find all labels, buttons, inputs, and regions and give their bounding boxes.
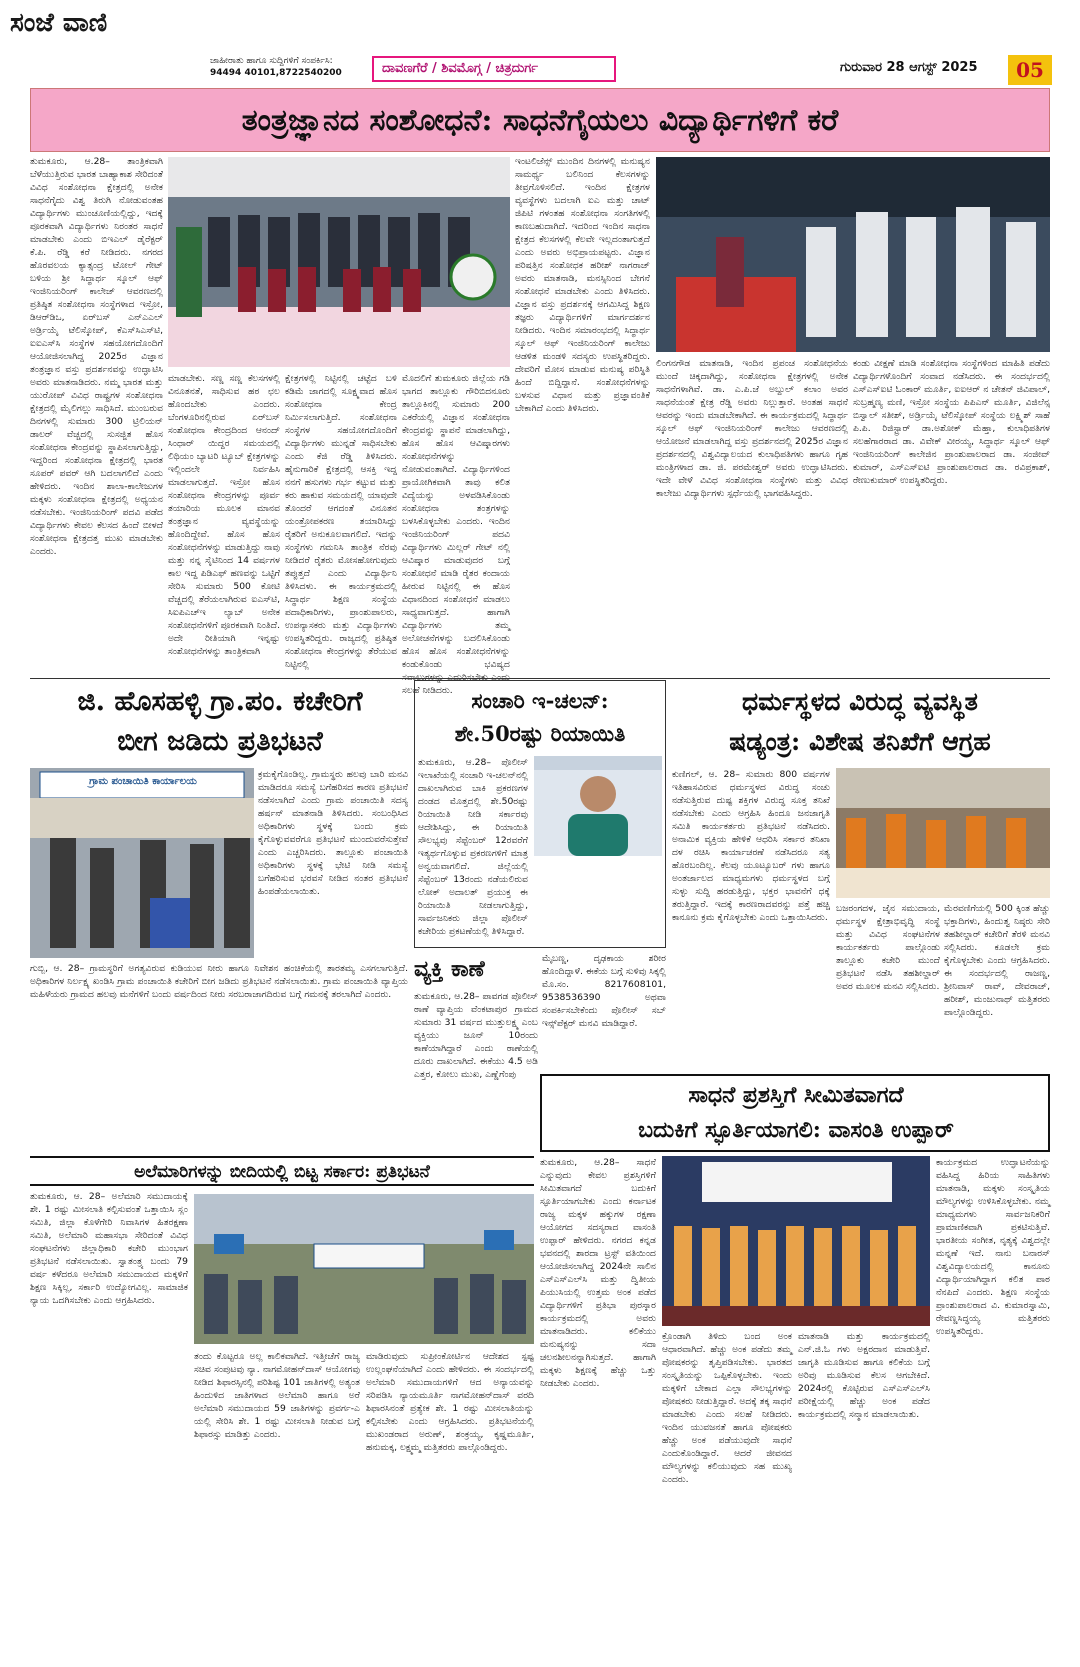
masthead-contact bbox=[210, 55, 370, 79]
issue-date: ಗುರುವಾರ 28 ಆಗಸ್ಟ್ 2025 bbox=[840, 60, 978, 75]
lead-column-3: ಕ್ಷೇತ್ರಗಳಲ್ಲಿ ನಿಟ್ಟಿನಲ್ಲಿ ಚಟ್ಟೆದ ಬಳಿ ಕಡಿಮೆ ಜಾಗದಲ್ಲಿ ಸೂಕ್ಷ್ಮವಾದ ಹೊಸ ಸಂಶೋಧನಾ ಕೇಂದ್ರ ನಿರ್ಮಿಸಲಾಗುತ್ತಿದೆ. ಸಂಶೋಧನಾ ಸಂಸ್ಥೆಗಳ ಸಹಯೋಗದೊಂದಿಗೆ ವಿದ್ಯಾರ್ಥಿಗಳು ಮುನ್ನಡೆ ಸಾಧಿಸಬೇಕು ಎಂದು ಕೆಜಿ ರೆಡ್ಡಿ ತಿಳಿಸಿದರು. ಹೈನುಗಾರಿಕೆ ಕ್ಷೇತ್ರದಲ್ಲಿ ಆಸಕ್ತಿ ಇದ್ದ ನನಗೆ ಹಸುಗಳು ಗರ್ಭ ಕಟ್ಟುವ ಮತ್ತು ಕರು ಹಾಕುವ ಸಮಯದಲ್ಲಿ ಯಾವುದೇ ತೊಂದರೆ ಆಗದಂತೆ ವಿನೂತನ ಯಂತ್ರೋಪಕರಣ ತಯಾರಿಸಿದ್ದು ರೈತರಿಗೆ ಅನುಕೂಲವಾಗಲಿದೆ. ಇದನ್ನು ಸಂಸ್ಥೆಗಳು ಗಮನಿಸಿ ತಾಂತ್ರಿಕ ನೆರವು ನೀಡಿದರೆ ರೈತರು ಮೋಸಹೋಗುವುದು ತಪ್ಪುತ್ತದೆ ಎಂದು ವಿದ್ಯಾರ್ಥಿನಿ ತಿಳಿಸಿದಳು. ಈ ಕಾರ್ಯಕ್ರಮದಲ್ಲಿ ಸಿದ್ಧಾರ್ಥ ಶಿಕ್ಷಣ ಸಂಸ್ಥೆಯ ಪದಾಧಿಕಾರಿಗಳು, ಪ್ರಾಂಶುಪಾಲರು, ಉಪನ್ಯಾಸಕರು ಮತ್ತು ವಿದ್ಯಾರ್ಥಿಗಳು ಉಪಸ್ಥಿತರಿದ್ದರು. ರಾಜ್ಯದಲ್ಲಿ ಪ್ರತಿಷ್ಠಿತ ಸಂಶೋಧನಾ ಕೇಂದ್ರಗಳನ್ನು ತೆರೆಯುವ ನಿಟ್ಟಿನಲ್ಲಿ bbox=[285, 373, 397, 670]
newspaper-logo: ಸಂಜೆ ವಾಣಿ bbox=[10, 8, 108, 38]
award-ceremony-illustration bbox=[662, 1156, 930, 1326]
page-number: 05 bbox=[1008, 55, 1052, 85]
alemari-column-3: ಮಾಡಿರುವುದು ಸುಪ್ರೀಂಕೋರ್ಟಿನ ಆದೇಶದ ಸ್ಪಷ್ಟ ಉಲ್ಲಂಘನೆಯಾಗಿದೆ ಎಂದು ಹೇಳಿದರು. ಈ ಸಂದರ್ಭದಲ್ಲಿ ಅಲೆಮಾರಿ ಸಮುದಾಯಗಳಿಗೆ ಆದ ಅನ್ಯಾಯವನ್ನು ಸರಿಪಡಿಸಿ ನ್ಯಾಯಮೂರ್ತಿ ನಾಗಮೋಹನ್‌ದಾಸ್ ವರದಿ ಶಿಫಾರಸಿನಂತೆ ಪ್ರತ್ಯೇಕ ಶೇ. 1 ರಷ್ಟು ಮೀಸಲಾತಿಯನ್ನು ಕಲ್ಪಿಸಬೇಕು ಎಂದು ಆಗ್ರಹಿಸಿದರು. ಪ್ರತಿಭಟನೆಯಲ್ಲಿ ಮುಖಂಡರಾದ ಅರುಣ್, ಶಂಕ್ರಯ್ಯ, ಕೃಷ್ಣಮೂರ್ತಿ, ಹನುಮಕ್ಕ, ಲಕ್ಷ್ಮಮ್ಮ ಮತ್ತಿತರರು ಪಾಲ್ಗೊಂಡಿದ್ದರು. bbox=[366, 1351, 534, 1453]
alemari-headline: ಅಲೆಮಾರಿಗಳನ್ನು ಬೀದಿಯಲ್ಲಿ ಬಿಟ್ಟ ಸರ್ಕಾರ: ಪ್ರತಿಭಟನೆ bbox=[134, 1162, 430, 1182]
lead-column-7: ಕಂಡು ವೀಕ್ಷಣೆ ಮಾಡಿ ಸಂಶೋಧನಾ ಸಂಸ್ಥೆಗಳಿಂದ ಮಾಹಿತಿ ಪಡೆದು ವಿದ್ಯಾರ್ಥಿಗಳೊಂದಿಗೆ ಸಂವಾದ ನಡೆಸಿದರು. ಈ ಸಂದರ್ಭದಲ್ಲಿ ಎಸ್ಎಸ್‌ಐಟಿ ಓಂಕಾರ್ ಮೂರ್ತಿ, ಐಐಆರ್ ನ ಚೇತನ್ ಜಿವಿಪಾಲ್, ಸುಬ್ರಹ್ಮಣ್ಯ ಮಣಿ, ಇಸ್ರೋ ಸಂಸ್ಥೆಯ ಪಿಪಿಎನ್ ಮೂರ್ತಿ, ವಿಜಿಲೆನ್ಸ ಬಿಸ್ವಾಲ್ ಸತೀಶ್, ಅರ್ಡ್ರಿಯೈ ಟೆಲಿಸ್ಕೋಪ್ ಸಂಸ್ಥೆಯ ಲಕ್ಷ್ಮಿಶ್ ಸಾಹೆ ಪಿ.ಪಿ. ರಿಜಿಸ್ಟ್ರಾರ್ ಡಾ.ಅಶೋಕ್ ಮೆಹ್ತಾ, ಕುಲಾಧಿಪತಿಗಳ ಸಲಹೆಗಾರರಾದ ಡಾ. ವಿವೇಕ್ ವೀರಯ್ಯ, ಸಿದ್ಧಾರ್ಥ ಸ್ಕೂಲ್ ಆಫ್ ಇಂಜಿನಿಯರಿಂಗ್ ಕಾಲೇಜಿನ ಪ್ರಾಂಶುಪಾಲರಾದ ಡಾ. ಸಂಜೀವ್ ಕುಮಾರ್, ಎಸ್‌ಎಸ್‌ಐಟಿ ಪ್ರಾಂಶುಪಾಲರಾದ ಡಾ. ರವಿಪ್ರಕಾಶ್, ರೇಣುಕುಮಾರ್ ಉಪಸ್ಥಿತರಿದ್ದರು. bbox=[853, 358, 1050, 486]
vasanthi-column-3: ಮಾತನಾಡಿ ಮತ್ತು ಕಾರ್ಯಕ್ರಮದಲ್ಲಿ ಎನ್.ಜಿ.ಓ ಗಳು ಅಕ್ಷರದಾನ ಮಾಡುತ್ತಿವೆ. ಜಾಗೃತಿ ಮೂಡಿಸುವ ಹಾಗೂ ಕಲಿಕೆಯ ಬಗ್ಗೆ ಅರಿವು ಮೂಡಿಸುವ ಕೆಲಸ ಆಗಬೇಕಿದೆ. 2024ರಲ್ಲಿ ಕೊಟ್ಟಿರುವ ಎಸ್‌ಎಸ್‌ಎಲ್‌ಸಿ ಪರೀಕ್ಷೆಯಲ್ಲಿ ಹೆಚ್ಚು ಅಂಕ ಪಡೆದ ಕಾರ್ಯಕ್ರಮದಲ್ಲಿ ಸನ್ಮಾನ ಮಾಡಲಾಯಿತು. bbox=[798, 1331, 930, 1420]
officer-portrait-illustration bbox=[534, 756, 662, 856]
echallan-body: ತುಮಕೂರು, ಆ.28– ಪೊಲೀಸ್ ಇಲಾಖೆಯಲ್ಲಿ ಸಂಚಾರಿ ಇ-ಚಲನ್‌ನಲ್ಲಿ ದಾಖಲಾಗಿರುವ ಬಾಕಿ ಪ್ರಕರಣಗಳ ದಂಡದ ಮೊತ್ತದಲ್ಲಿ ಶೇ.50ರಷ್ಟು ರಿಯಾಯಿತಿ ನೀಡಿ ಸರ್ಕಾರವು ಆದೇಶಿಸಿದ್ದು, ಈ ರಿಯಾಯಿತಿ ಸೌಲಭ್ಯವು ಸೆಪ್ಟೆಂಬರ್ 12ರವರೆಗೆ ಇತ್ಯರ್ಥಗೊಳ್ಳುವ ಪ್ರಕರಣಗಳಿಗೆ ಮಾತ್ರ ಅನ್ವಯವಾಗಲಿದೆ. ಜಿಲ್ಲೆಯಲ್ಲಿ ಸೆಪ್ಟೆಂಬರ್ 13ರಂದು ನಡೆಯಲಿರುವ ಲೋಕ್ ಅದಾಲತ್ ಪ್ರಯುಕ್ತ ಈ ರಿಯಾಯಿತಿ ನೀಡಲಾಗುತ್ತಿದ್ದು, ಸಾರ್ವಜನಿಕರು ಜಿಲ್ಲಾ ಪೊಲೀಸ್ ಕಚೇರಿಯ ಪ್ರಕಟಣೆಯಲ್ಲಿ ತಿಳಿಸಿದ್ದಾರೆ. bbox=[418, 757, 528, 937]
dharmasthala-headline-line1: ಧರ್ಮಸ್ಥಳದ ವಿರುದ್ಧ ವ್ಯವಸ್ಥಿತ bbox=[742, 687, 978, 716]
officer-portrait bbox=[534, 756, 662, 856]
hoshalli-column-1: ಗುಬ್ಬಿ, ಆ. 28– ಗ್ರಾಮಸ್ಥರಿಗೆ ಅಗತ್ಯವಿರುವ ಕುಡಿಯುವ ನೀರು ಹಾಗೂ ನಿವೇಶನ ಹಂಚಿಕೆಯಲ್ಲಿ ತಾರತಮ್ಯ ಎಸಗಲಾಗುತ್ತಿದೆ. ಅಧಿಕಾರಿಗಳ ನಿರ್ಲಕ್ಷ್ಯ ಖಂಡಿಸಿ ಗ್ರಾಮ ಪಂಚಾಯಿತಿ ಕಚೇರಿಗೆ ಬೀಗ ಜಡಿದು ಪ್ರತಿಭಟನೆ ನಡೆಸಲಾಯಿತು. ಗ್ರಾಮ ಪಂಚಾಯಿತಿ ವ್ಯಾಪ್ತಿಯ ಮಹಿಳೆಯರು ಗ್ರಾಮದ ಹಲವು ಮನೆಗಳಿಗೆ ಬಂದು ವರ್ಷದಿಂದ ನೀರು ಸರಬರಾಜಾಗದಿರುವ ಬಗ್ಗೆ ಗಮನಕ್ಕೆ ತರಲಾಗಿದೆ ಎಂದರು. bbox=[30, 963, 408, 1000]
dharmasthala-column-1: ಕುಣಿಗಲ್, ಆ. 28– ಸುಮಾರು 800 ವರ್ಷಗಳ ಇತಿಹಾಸವಿರುವ ಧರ್ಮಸ್ಥಳದ ವಿರುದ್ಧ ಸಂಚು ನಡೆಸುತ್ತಿರುವ ದುಷ್ಟ ಶಕ್ತಿಗಳ ವಿರುದ್ಧ ಸೂಕ್ತ ತನಿಖೆ ನಡೆಸಬೇಕು ಎಂದು ಆಗ್ರಹಿಸಿ ಹಿಂದೂ ಜನಜಾಗೃತಿ ಸಮಿತಿ ಕಾರ್ಯಕರ್ತರು ಪ್ರತಿಭಟನೆ ನಡೆಸಿದರು. ಅನಾಮಿಕ ವ್ಯಕ್ತಿಯ ಹೇಳಿಕೆ ಆಧರಿಸಿ ಸರ್ಕಾರ ತನಿಖಾ ದಳ ರಚಿಸಿ ಕಾರ್ಯಾಚರಣೆ ನಡೆಸಿದರೂ ಸತ್ಯ ಹೊರಬಂದಿಲ್ಲ. ಕೆಲವು ಯೂಟ್ಯೂಬರ್ ಗಳು ಹಾಗೂ ಅಂತರ್ಜಾಲದ ಮಾಧ್ಯಮಗಳು ಧರ್ಮಸ್ಥಳದ ಬಗ್ಗೆ ಸುಳ್ಳು ಸುದ್ದಿ ಹರಡುತ್ತಿದ್ದು, ಭಕ್ತರ ಭಾವನೆಗೆ ಧಕ್ಕೆ ತರುತ್ತಿದ್ದಾರೆ. ಇದಕ್ಕೆ ಕಾರಣರಾದವರನ್ನು ಪತ್ತೆ ಹಚ್ಚಿ ಕಾನೂನು ಕ್ರಮ ಕೈಗೊಳ್ಳಬೇಕು ಎಂದು ಒತ್ತಾಯಿಸಿದರು. bbox=[672, 769, 830, 923]
lead-column-6: ಲಿಂಗನಗೌಡ ಮಾತನಾಡಿ, ಇಂದಿನ ಪ್ರಪಂಚ ಸಂಶೋಧನೆಯ ಮುಂದೆ ಚಿಕ್ಕದಾಗಿದ್ದು, ಸಂಶೋಧನಾ ಕ್ಷೇತ್ರಗಳಲ್ಲಿ ಅನೇಕ ಸಾಧನೆಗಳಾಗಿವೆ. ಡಾ. ಎ.ಪಿ.ಜೆ ಅಬ್ದುಲ್ ಕಲಾಂ ಅವರ ಸಾಧನೆಯಂತೆ ಕ್ಷೇತ್ರ ರೆಡ್ಡಿ ಅವರು ನಿಲ್ಲುತ್ತಾರೆ. ಅಂತಹ ಸಾಧನೆ ಆವರನ್ನು ಇಂದು ಮಾಡಬೇಕಾಗಿದೆ. ಈ ಕಾರ್ಯಕ್ರಮದಲ್ಲಿ ಸಿದ್ಧಾರ್ಥ ಸ್ಕೂಲ್ ಆಫ್ ಇಂಜಿನಿಯರಿಂಗ್ ಕಾಲೇಜು ಆವರಣದಲ್ಲಿ ಆಯೋಜನೆ ಮಾಡಲಾಗಿದ್ದ ವಸ್ತು ಪ್ರದರ್ಶನದಲ್ಲಿ 2025ರ ವಿಜ್ಞಾನ ಪ್ರದರ್ಶನದಲ್ಲಿ ವಿಶ್ವವಿದ್ಯಾಲಯದ ಕುಲಾಧಿಪತಿಗಳು ಹಾಗೂ ಗೃಹ ಮಂತ್ರಿಗಳಾದ ಡಾ. ಜಿ. ಪರಮೇಶ್ವರ್ ಅವರು ಉದ್ಘಾಟಿಸಿದರು. ಇದೇ ವೇಳೆ ವಿವಿಧ ಸಂಶೋಧನಾ ಸಂಸ್ಥೆಗಳು ಮತ್ತು ವಿವಿಧ ಕಾಲೇಜು ವಿದ್ಯಾರ್ಥಿಗಳು ಸ್ಪರ್ಧೆಯಲ್ಲಿ ಭಾಗವಹಿಸಿದ್ದರು. bbox=[656, 358, 848, 499]
group-photo-illustration bbox=[168, 157, 510, 367]
dharmasthala-headline-line2: ಷಡ್ಯಂತ್ರ: ವಿಶೇಷ ತನಿಖೆಗೆ ಆಗ್ರಹ bbox=[729, 727, 991, 756]
lead-column-1: ತುಮಕೂರು, ಆ.28– ತಾಂತ್ರಿಕವಾಗಿ ಬೆಳೆಯುತ್ತಿರುವ ಭಾರತ ಬಾಹ್ಯಾಕಾಶ ಸೇರಿದಂತೆ ವಿವಿಧ ಸಂಶೋಧನಾ ಕ್ಷೇತ್ರದಲ್ಲಿ ಅನೇಕ ಸಾಧನೆಗೈದು ವಿಶ್ವ ತಿರುಗಿ ನೋಡುವಂತಹ ವಿದ್ಯಾರ್ಥಿಗಳು ಮುಂಚೂಣಿಯಲ್ಲಿದ್ದು, ಇದಕ್ಕೆ ಪೂರಕವಾಗಿ ವಿದ್ಯಾರ್ಥಿಗಳು ನಿರಂತರ ಸಾಧನೆ ಮಾಡಬೇಕು ಎಂದು ಬಿಇಎಲ್ ಡೈರೆಕ್ಟರ್ ಕೆ.ಪಿ. ರೆಡ್ಡಿ ಕರೆ ನೀಡಿದರು. ನಗರದ ಹೊರವಲಯ ಕ್ಯಾತ್ಸಂದ್ರ ಟೋಲ್ ಗೇಟ್ ಬಳಿಯ ಶ್ರೀ ಸಿದ್ಧಾರ್ಥ ಸ್ಕೂಲ್ ಆಫ್ ಇಂಜಿನಿಯರಿಂಗ್ ಕಾಲೇಜ್ ಆವರಣದಲ್ಲಿ ಪ್ರತಿಷ್ಠಿತ ಸಂಶೋಧನಾ ಸಂಸ್ಥೆಗಳಾದ ಇಸ್ರೋ, ಡಿಆರ್‌ಡಿಒ, ಏರ್‌ಬಸ್ ಎನ್‌ಎಎಲ್ ಅರ್ಡ್ರಿಯೈ ಟೆಲಿಸ್ಕೋಪ್, ಕೆಎಸ್‌ಸಿಎಸ್‌ಟಿ, ಐಐಎಸ್‌ಸಿ ಸಂಸ್ಥೆಗಳ ಸಹಯೋಗದೊಂದಿಗೆ ಆಯೋಜಿಸಲಾಗಿದ್ದ 2025ರ ವಿಜ್ಞಾನ ತಂತ್ರಜ್ಞಾನ ವಸ್ತು ಪ್ರದರ್ಶನವನ್ನು ಉದ್ಘಾಟಿಸಿ ಅವರು ಮಾತನಾಡಿದರು. ನಮ್ಮ ಭಾರತ ಮತ್ತು ಯುರೋಪ್ ವಿವಿಧ ರಾಷ್ಟ್ರಗಳ ಸಂಶೋಧನಾ ಕ್ಷೇತ್ರದಲ್ಲಿ ಮೈಲಿಗಲ್ಲು ಸಾಧಿಸಿದೆ. ಮುಂಬರುವ ದಿನಗಳಲ್ಲಿ ಸುಮಾರು 300 ಟ್ರಿಲಿಯನ್ ಡಾಲರ್ ವೆಚ್ಚದಲ್ಲಿ ಸುಸಜ್ಜಿತ ಹೊಸ ಸಂಶೋಧನಾ ಕೇಂದ್ರವನ್ನು ಸ್ಥಾಪಿಸಲಾಗುತ್ತಿದ್ದು, ಇದ್ದರಿಂದ ಸಂಶೋಧನಾ ಕ್ಷೇತ್ರದಲ್ಲಿ ಭಾರತ ಸೂಪರ್ ಪವರ್ ಆಗಿ ಬದಲಾಗಲಿದೆ ಎಂದು ಹೇಳಿದರು. ಇಂದಿನ ಶಾಲಾ-ಕಾಲೇಜುಗಳ ಮಕ್ಕಳು ಸಂಶೋಧನಾ ಕ್ಷೇತ್ರದಲ್ಲಿ ಅಧ್ಯಯನ ನಡೆಸಬೇಕು. ಇಂಜಿನಿಯರಿಂಗ್ ಪದವಿ ಪಡೆದ ವಿದ್ಯಾರ್ಥಿಗಳು ಕೇವಲ ಕೆಲಸದ ಹಿಂದೆ ಬೀಳದೆ ಸಂಶೋಧನಾ ಕ್ಷೇತ್ರದತ್ತ ಮುಖ ಮಾಡಬೇಕು ಎಂದರು. bbox=[30, 156, 163, 557]
lead-group-photo bbox=[168, 157, 510, 367]
echallan-headline bbox=[418, 684, 662, 752]
dharmasthala-photo bbox=[836, 768, 1050, 898]
contact-phone: 94494 40101,8722540200 bbox=[210, 68, 342, 78]
vasanthi-headline-line1: ಸಾಧನೆ ಪ್ರಶಸ್ತಿಗೆ ಸೀಮಿತವಾಗದೆ bbox=[688, 1082, 904, 1108]
missing-headline: ವ್ಯಕ್ತಿ ಕಾಣೆ bbox=[414, 956, 485, 982]
vasanthi-headline-line2: ಬದುಕಿಗೆ ಸ್ಫೂರ್ತಿಯಾಗಲಿ: ವಾಸಂತಿ ಉಪ್ಪಾರ್ bbox=[638, 1117, 954, 1143]
vasanthi-headline bbox=[546, 1078, 1046, 1148]
vasanthi-photo bbox=[662, 1156, 930, 1326]
lead-column-5: ಇಂಟಲಿಜೆನ್ಸ್ ಮುಂದಿನ ದಿನಗಳಲ್ಲಿ ಮನುಷ್ಯನ ಸಾಮರ್ಥ್ಯ ಬಲಿನಿಂದ ಕೆಲಸಗಳನ್ನು ತೀವ್ರಗೊಳಿಸಲಿದೆ. ಇಂದಿನ ಕ್ಷೇತ್ರಗಳ ವ್ಯವಸ್ಥೆಗಳು ಬದಲಾಗಿ ಐಎ ಮತ್ತು ಚಾಟ್ ಜಿಪಿಟಿ ಗಳಂತಹ ಸಂಶೋಧನಾ ಸಂಗತಿಗಳಲ್ಲಿ ಕಾಣಬಹುದಾಗಿದೆ. ಇದರಿಂದ ಇಂದಿನ ಸಾಧನಾ ಕ್ಷೇತ್ರದ ಕೆಲಸಗಳಲ್ಲಿ ಕೆಲವೇ ಇಲ್ಲದಂತಾಗುತ್ತದೆ ಎಂದು ಅವರು ಅಭಿಪ್ರಾಯಪಟ್ಟರು. ವಿಜ್ಞಾನ ಪರಿಷತ್ತಿನ ಸಂಶೋಧಕ ಹರೀಶ್ ನಾಗರಾಜ್ ಅವರು ಮಾತನಾಡಿ, ಮನಸ್ಸಿನಿಂದ ಬೇಗನೆ ಸಂಶೋಧನೆ ಮಾಡಬೇಕು ಎಂದು ತಿಳಿಸಿದರು. ವಿಜ್ಞಾನ ವಸ್ತು ಪ್ರದರ್ಶನಕ್ಕೆ ಆಗಮಿಸಿದ್ದ ಶಿಕ್ಷಣ ತಜ್ಞರು ವಿದ್ಯಾರ್ಥಿಗಳಿಗೆ ಮಾರ್ಗದರ್ಶನ ನೀಡಿದರು. ಇಂದಿನ ಸಮಾರಂಭದಲ್ಲಿ ಸಿದ್ಧಾರ್ಥ ಸ್ಕೂಲ್ ಆಫ್ ಇಂಜಿನಿಯರಿಂಗ್ ಕಾಲೇಜು ಆಡಳಿತ ಮಂಡಳಿ ಸದಸ್ಯರು ಉಪಸ್ಥಿತರಿದ್ದರು. ದೇವರಿಗೆ ಮೋಸ ಮಾಡುವ ಮನುಷ್ಯ ಪರಿಸ್ಥಿತಿ ಹಿಂದೆ ಬಿದ್ದಿದ್ದಾನೆ. ಸಂಶೋಧನೆಗಳನ್ನು ಬಳಸುವ ವಿಧಾನ ಮತ್ತು ಪ್ರಜ್ಞಾವಂತಿಕೆ ಬೇಕಾಗಿದೆ ಎಂದು ತಿಳಿಸಿದರು. bbox=[515, 156, 650, 414]
lead-headline: ತಂತ್ರಜ್ಞಾನದ ಸಂಶೋಧನೆ: ಸಾಧನೆಗೈಯಲು ವಿದ್ಯಾರ್ಥಿಗಳಿಗೆ ಕರೆ bbox=[30, 88, 1050, 152]
hoshalli-column-2: ಕ್ರಮಕೈಗೊಂಡಿಲ್ಲ. ಗ್ರಾಮಸ್ಥರು ಹಲವು ಬಾರಿ ಮನವಿ ಮಾಡಿದರೂ ಸಮಸ್ಯೆ ಬಗೆಹರಿಸದ ಕಾರಣ ಪ್ರತಿಭಟನೆ ನಡೆಸಲಾಗಿದೆ ಎಂದು ಗ್ರಾಮ ಪಂಚಾಯಿತಿ ಸದಸ್ಯ ಹರ್ಷನ್ ಮಾತನಾಡಿ ತಿಳಿಸಿದರು. ಸಂಬಂಧಿಸಿದ ಅಧಿಕಾರಿಗಳು ಸ್ಥಳಕ್ಕೆ ಬಂದು ಕ್ರಮ ಕೈಗೊಳ್ಳುವವರೆಗೂ ಪ್ರತಿಭಟನೆ ಮುಂದುವರೆಸುತ್ತೇವೆ ಎಂದು ಎಚ್ಚರಿಸಿದರು. ತಾಲ್ಲೂಕು ಪಂಚಾಯಿತಿ ಅಧಿಕಾರಿಗಳು ಸ್ಥಳಕ್ಕೆ ಭೇಟಿ ನೀಡಿ ಸಮಸ್ಯೆ ಬಗೆಹರಿಸುವ ಭರವಸೆ ನೀಡಿದ ನಂತರ ಪ್ರತಿಭಟನೆ ಹಿಂಪಡೆಯಲಾಯಿತು. bbox=[258, 769, 408, 897]
vasanthi-column-2: ಕ್ರೊಂಡಾಗಿ ತಿಳಿದು ಬಂದ ಅಂಕ ಆಧಾರವಾಗಿದೆ. ಹೆಚ್ಚು ಅಂಕ ಪಡೆದು ತಮ್ಮ ಪೋಷಕರನ್ನು ತೃಪ್ತಿಪಡಿಸಬೇಕು. ಭಾರತದ ಸಂಸ್ಕೃತಿಯನ್ನು ಒಪ್ಪಿಕೊಳ್ಳಬೇಕು. ಇಂದು ಮಕ್ಕಳಿಗೆ ಬೇಕಾದ ಎಲ್ಲಾ ಸೌಲಭ್ಯಗಳನ್ನು ಪೋಷಕರು ನೀಡುತ್ತಿದ್ದಾರೆ. ಅದಕ್ಕೆ ತಕ್ಕ ಸಾಧನೆ ಮಾಡಬೇಕು ಎಂದು ಸಲಹೆ ನೀಡಿದರು. ಇಂದಿನ ಯುವಜನತೆ ಹಾಗೂ ಪೋಷಕರು ಹೆಚ್ಚು ಅಂಕ ಪಡೆಯುವುದೇ ಸಾಧನೆ ಎಂದುಕೊಂಡಿದ್ದಾರೆ. ಆದರೆ ಜೀವನದ ಮೌಲ್ಯಗಳನ್ನು ಕಲಿಯುವುದು ಸಹ ಮುಖ್ಯ ಎಂದರು. bbox=[662, 1331, 792, 1485]
contact-label: ಜಾಹೀರಾತು ಹಾಗೂ ಸುದ್ದಿಗಳಿಗೆ ಸಂಪರ್ಕಿಸಿ: bbox=[210, 56, 333, 66]
edition-label: ದಾವಣಗೆರೆ / ಶಿವಮೊಗ್ಗ / ಚಿತ್ರದುರ್ಗ bbox=[372, 56, 616, 82]
lead-column-4: ಮೊದಲಿಗೆ ತುಮಕೂರು ಜಿಲ್ಲೆಯ ಗಡಿ ಭಾಗದ ತಾಲ್ಲೂಕು ಗೌರಿಬಿದನೂರು ತಾಲ್ಲೂಕಿನಲ್ಲಿ ಸುಮಾರು 200 ಎಕರೆಯಲ್ಲಿ ವಿಜ್ಞಾನ ಸಂಶೋಧನಾ ಕೇಂದ್ರವನ್ನು ಸ್ಥಾಪನೆ ಮಾಡಲಾಗಿದ್ದು, ಹೊಸ ಹೊಸ ಆವಿಷ್ಕಾರಗಳು ಸಂಶೋಧನೆಗಳನ್ನು ನೋಡುವಂತಾಗಿದೆ. ವಿದ್ಯಾರ್ಥಿಗಳಿಂದ ಪ್ರಾಯೋಗಿಕವಾಗಿ ತಾವು ಕಲಿತ ವಿದ್ಯೆಯನ್ನು ಅಳವಡಿಸಿಕೊಂಡು ಸಂಶೋಧನಾ ತಂತ್ರಗಳನ್ನು ಬಳಸಿಕೊಳ್ಳಬೇಕು ಎಂದರು. ಇಂದಿನ ಇಂಜಿನಿಯರಿಂಗ್ ಪದವಿ ವಿದ್ಯಾರ್ಥಿಗಳು ಮಿಲ್ಲರ್ ಗೇಟ್ ನಲ್ಲಿ ಆವಿಷ್ಕಾರ ಮಾಡುವುದರ ಬಗ್ಗೆ ಸಂಶೋಧನೆ ಮಾಡಿ ರೈತರ ಕಂದಾಯ ಹೀರುವ ನಿಟ್ಟಿನಲ್ಲಿ ಈ ಹೊಸ ವಿಧಾನದಿಂದ ಸಂಶೋಧನೆ ಮಾಡಲು ಸಾಧ್ಯವಾಗುತ್ತದೆ. ಹಾಗಾಗಿ ವಿದ್ಯಾರ್ಥಿಗಳು ತಮ್ಮ ಅಲೋಚನೆಗಳನ್ನು ಬದಲಿಸಿಕೊಂಡು ಹೊಸ ಹೊಸ ಸಂಶೋಧನೆಗಳನ್ನು ಕಂಡುಕೊಂಡು ಭವಿಷ್ಯದ ಸಲಹೆ ನೀಡಿದರು. bbox=[402, 373, 510, 696]
rally-illustration bbox=[836, 768, 1050, 898]
protest-office-illustration bbox=[30, 768, 254, 958]
sit-in-protest-illustration bbox=[194, 1194, 534, 1344]
hoshalli-headline-line2: ಬೀಗ ಜಡಿದು ಪ್ರತಿಭಟನೆ bbox=[117, 726, 323, 757]
hoshalli-headline bbox=[30, 682, 410, 766]
alemari-photo bbox=[194, 1194, 534, 1344]
vasanthi-column-4: ಕಾರ್ಯಕ್ರಮದ ಉದ್ಘಾಟನೆಯನ್ನು ವಹಿಸಿದ್ದ ಹಿರಿಯ ಸಾಹಿತಿಗಳು ಮಾತನಾಡಿ, ಮಕ್ಕಳು ಸಂಸ್ಕೃತಿಯ ಮೌಲ್ಯಗಳನ್ನು ಉಳಿಸಿಕೊಳ್ಳಬೇಕು. ನಮ್ಮ ಮಾಧ್ಯಮಗಳು ಸಾರ್ವಜನಿಕರಿಗೆ ಪ್ರಾಮಾಣಿಕವಾಗಿ ಪ್ರಕಟಿಸುತ್ತಿವೆ. ಭಾರತೀಯ ಸಂಗೀತ, ನೃತ್ಯಕ್ಕೆ ವಿಶ್ವದಲ್ಲೇ ಮನ್ನಣೆ ಇದೆ. ನಾನು ಬನಾರಸ್ ವಿಶ್ವವಿದ್ಯಾಲಯದಲ್ಲಿ ಕಾನೂನು ವಿದ್ಯಾರ್ಥಿಯಾಗಿದ್ದಾಗ ಕಲಿತ ಪಾಠ ನೆನಪಿದೆ ಎಂದರು. ಶಿಕ್ಷಣ ಸಂಸ್ಥೆಯ ಪ್ರಾಂಶುಪಾಲರಾದ ವಿ. ಕುಮಾರಸ್ವಾಮಿ, ರೇವಣ್ಣಸಿದ್ಧಯ್ಯ ಮತ್ತಿತರರು ಉಪಸ್ಥಿತರಿದ್ದರು. bbox=[936, 1157, 1050, 1337]
alemari-column-2: ತಂದು ಕೊಟ್ಟರೂ ಅಲ್ಲ ಕಾಲಿಕವಾಗಿದೆ. ಇತ್ತೀಚೆಗೆ ರಾಜ್ಯ ಸಚಿವ ಸಂಪುಟವು ನ್ಯಾ. ನಾಗಮೋಹನ್‌ದಾಸ್ ಆಯೋಗವು ನೀಡಿದ ಶಿಫಾರಸ್ಸಿನಲ್ಲಿ ಪರಿಶಿಷ್ಟ 101 ಜಾತಿಗಳಲ್ಲಿ ಅತ್ಯಂತ ಹಿಂದುಳಿದ ಜಾತಿಗಳಾದ ಅಲೆಮಾರಿ ಹಾಗೂ ಅರೆ ಅಲೆಮಾರಿ ಸಮುದಾಯದ 59 ಜಾತಿಗಳನ್ನು ಪ್ರವರ್ಗ-ಎ ಯಲ್ಲಿ ಸೇರಿಸಿ ಶೇ. 1 ರಷ್ಟು ಮೀಸಲಾತಿ ನೀಡುವ ಬಗ್ಗೆ ಶಿಫಾರಸ್ಸು ಮಾಡಿತ್ತು ಎಂದರು. bbox=[194, 1351, 360, 1440]
echallan-headline-line2: ಶೇ.50ರಷ್ಟು ರಿಯಾಯಿತಿ bbox=[454, 721, 626, 746]
alemari-column-1: ತುಮಕೂರು, ಆ. 28– ಅಲೆಮಾರಿ ಸಮುದಾಯಕ್ಕೆ ಶೇ. 1 ರಷ್ಟು ಮೀಸಲಾತಿ ಕಲ್ಪಿಸುವಂತೆ ಒತ್ತಾಯಿಸಿ ಸ್ಲಂ ಸಮಿತಿ, ಜಿಲ್ಲಾ ಕೊಳೆಗೇರಿ ನಿವಾಸಿಗಳ ಹಿತರಕ್ಷಣಾ ಸಮಿತಿ, ಅಲೆಮಾರಿ ಮಹಾಸಭಾ ಸೇರಿದಂತೆ ವಿವಿಧ ಸಂಘಟನೆಗಳು ಜಿಲ್ಲಾಧಿಕಾರಿ ಕಚೇರಿ ಮುಂಭಾಗ ಪ್ರತಿಭಟನೆ ನಡೆಸಲಾಯಿತು. ಸ್ವಾತಂತ್ರ್ಯ ಬಂದು 79 ವರ್ಷ ಕಳೆದರೂ ಅಲೆಮಾರಿ ಸಮುದಾಯದ ಮಕ್ಕಳಿಗೆ ಶಿಕ್ಷಣ ಸಿಕ್ಕಿಲ್ಲ, ಸರ್ಕಾರಿ ಉದ್ಯೋಗವಿಲ್ಲ. ಸಾಮಾಜಿಕ ನ್ಯಾಯ ಒದಗಿಸಬೇಕು ಎಂದು ಆಗ್ರಹಿಸಿದರು. bbox=[30, 1191, 188, 1306]
missing-column-2: ಮೈಬಣ್ಣ, ದೃಢಕಾಯ ಶರೀರ ಹೊಂದಿದ್ದಾಳೆ. ಈಕೆಯ ಬಗ್ಗೆ ಸುಳಿವು ಸಿಕ್ಕಲ್ಲಿ ಮೊ.ಸಂ. 8217608101, 9538536390 ಅಥವಾ ಸಂಪರ್ಕಿಸಬೇಕೆಂದು ಪೊಲೀಸ್ ಸಬ್ ಇನ್ಸ್‌ಪೆಕ್ಟರ್ ಮನವಿ ಮಾಡಿದ್ದಾರೆ. bbox=[542, 953, 666, 1029]
missing-column-1: ತುಮಕೂರು, ಆ.28– ಪಾವಗಡ ಪೊಲೀಸ್ ಠಾಣೆ ವ್ಯಾಪ್ತಿಯ ವೆಂಕಟಾಪುರ ಗ್ರಾಮದ ಸುಮಾರು 31 ವರ್ಷದ ಮುತ್ತುಲಕ್ಷ್ಮ ಎಂಬ ವ್ಯಕ್ತಿಯು ಜೂನ್ 10ರಂದು ಕಾಣೆಯಾಗಿದ್ದಾರೆ ಎಂದು ಠಾಣೆಯಲ್ಲಿ ದೂರು ದಾಖಲಾಗಿದೆ. ಈಕೆಯು 4.5 ಅಡಿ ಎತ್ತರ, ಕೋಲು ಮುಖ, ಎಣ್ಣೆಗೆಂಪು bbox=[414, 991, 538, 1080]
dharmasthala-column-2: ಬಜರಂಗದಳ, ಜೈನ ಸಮುದಾಯ, ಧರ್ಮಸ್ಥಳ ಕ್ಷೇತ್ರಾಭಿವೃದ್ಧಿ ಸಂಸ್ಥೆ ಮತ್ತು ವಿವಿಧ ಸಂಘಟನೆಗಳ ಕಾರ್ಯಕರ್ತರು ಪಾಲ್ಗೊಂಡು ತಾಲ್ಲೂಕು ಕಚೇರಿ ಮುಂದೆ ಪ್ರತಿಭಟನೆ ನಡೆಸಿ ತಹಶೀಲ್ದಾರ್ ಅವರ ಮೂಲಕ ಮನವಿ ಸಲ್ಲಿಸಿದರು. bbox=[836, 903, 940, 992]
vasanthi-column-1: ತುಮಕೂರು, ಆ.28– ಸಾಧನೆ ಎನ್ನುವುದು ಕೇವಲ ಪ್ರಶಸ್ತಿಗಳಿಗೆ ಸೀಮಿತವಾಗದೆ ಬದುಕಿಗೆ ಸ್ಫೂರ್ತಿಯಾಗಬೇಕು ಎಂದು ಕರ್ನಾಟಕ ರಾಜ್ಯ ಮಕ್ಕಳ ಹಕ್ಕುಗಳ ರಕ್ಷಣಾ ಆಯೋಗದ ಸದಸ್ಯರಾದ ವಾಸಂತಿ ಉಪ್ಪಾರ್ ಹೇಳಿದರು. ನಗರದ ಕನ್ನಡ ಭವನದಲ್ಲಿ ಶಾರದಾ ಟ್ರಸ್ಟ್ ವತಿಯಿಂದ ಆಯೋಜಿಸಲಾಗಿದ್ದ 2024ನೇ ಸಾಲಿನ ಎಸ್‌ಎಸ್‌ಎಲ್‌ಸಿ ಮತ್ತು ದ್ವಿತೀಯ ಪಿಯುಸಿಯಲ್ಲಿ ಉತ್ತಮ ಅಂಕ ಪಡೆದ ವಿದ್ಯಾರ್ಥಿಗಳಿಗೆ ಪ್ರತಿಭಾ ಪುರಸ್ಕಾರ ಕಾರ್ಯಕ್ರಮದಲ್ಲಿ ಅವರು ಮಾತನಾಡಿದರು. ಕಲಿಕೆಯು ಮನುಷ್ಯನನ್ನು ಸದಾ ಚಲನಶೀಲನನ್ನಾಗಿಸುತ್ತದೆ. ಹಾಗಾಗಿ ಮಕ್ಕಳು ಶಿಕ್ಷಣಕ್ಕೆ ಹೆಚ್ಚು ಒತ್ತು ನೀಡಬೇಕು ಎಂದರು. bbox=[540, 1157, 656, 1389]
echallan-headline-line1: ಸಂಚಾರಿ ಇ-ಚಲನ್: bbox=[471, 688, 609, 713]
exhibit-photo-illustration bbox=[656, 157, 1050, 352]
dharmasthala-column-3: ಮೆರವಣಿಗೆಯಲ್ಲಿ 500 ಕ್ಕಿಂತ ಹೆಚ್ಚು ಭಕ್ತಾದಿಗಳು, ಹಿಂದುತ್ವ ನಿಷ್ಠರು ಸೇರಿ ತಹಶೀಲ್ದಾರ್ ಕಚೇರಿಗೆ ತೆರಳಿ ಮನವಿ ಸಲ್ಲಿಸಿದರು. ಕೂಡಲೇ ಕ್ರಮ ಕೈಗೊಳ್ಳಬೇಕು ಎಂದು ಆಗ್ರಹಿಸಿದರು. ಈ ಸಂದರ್ಭದಲ್ಲಿ ರಾಜಣ್ಣ, ಶ್ರೀನಿವಾಸ್ ರಾವ್, ದೇವರಾಜ್, ಹರೀಶ್, ಮಂಜುನಾಥ್ ಮತ್ತಿತರರು ಪಾಲ್ಗೊಂಡಿದ್ದರು. bbox=[944, 903, 1050, 1018]
hoshalli-photo bbox=[30, 768, 254, 958]
hoshalli-headline-line1: ಜಿ. ಹೊಸಹಳ್ಳಿ ಗ್ರಾ.ಪಂ. ಕಚೇರಿಗೆ bbox=[77, 686, 363, 717]
lead-column-2: ಮಾಡಬೇಕು. ಸಣ್ಣ ಸಣ್ಣ ಕೆಲಸಗಳಲ್ಲಿ ವಿನೂತನತೆ, ಸಾಧಿಸುವ ಹಠ ಛಲ ಹೊಂದಬೇಕು ಎಂದರು. ಬೆಂಗಳೂರಿನಲ್ಲಿರುವ ಏರ್‌ಬಸ್ ಸಂಶೋಧನಾ ಕೇಂದ್ರದಿಂದ ಆನಂದ್ ಸಿಂಧಾರ್ ಯಿದ್ದರ ಸಮಯದಲ್ಲಿ ಲಿಥಿಯಂ ಬ್ಯಾಟರಿ ಟ್ಯೂಬ್ ಕ್ಷೇತ್ರಗಳನ್ನು ಇಲ್ಲಿಂದಲೇ ನಿರ್ವಹಿಸಿ ಮಾಡಲಾಗುತ್ತದೆ. ಇಸ್ರೋ ಹೊಸ ಸಂಶೋಧನಾ ಕೇಂದ್ರಗಳನ್ನು ಪೂರ್ವ ತಯಾರಿಯ ಮೂಲಕ ಮಾನವ ತಂತ್ರಜ್ಞಾನ ವ್ಯವಸ್ಥೆಯನ್ನು ಹೊಂದಿದ್ದೇವೆ. ಹೊಸ ಹೊಸ ಸಂಶೋಧನೆಗಳನ್ನು ಮಾಡುತ್ತಿದ್ದು ನಾವು ಮತ್ತು ನನ್ನ ಸೈಟಿನಿಂದ 14 ವರ್ಷಗಳ ಕಾಲ ಇದ್ದ ಪಿಡಿಎಫ್ ಹಣವನ್ನು ಒಟ್ಟಿಗೆ ಸೇರಿಸಿ ಸುಮಾರು 500 ಕೋಟಿ ವೆಚ್ಚದಲ್ಲಿ ತೆರೆಯಲಾಗಿರುವ ಐಎಸ್‌ಟಿ, ಸಿಐಪಿಎಚ್‌ಇ ಲ್ಯಾಬ್ ಅನೇಕ ಸಂಶೋಧನೆಗಳಿಗೆ ಪೂರಕವಾಗಿ ನಿಂತಿದೆ. ಅದೇ ರೀತಿಯಾಗಿ ಇನ್ನಷ್ಟು ಸಂಶೋಧನೆಗಳನ್ನು ತಾಂತ್ರಿಕವಾಗಿ bbox=[168, 373, 280, 657]
section-divider bbox=[30, 678, 1050, 679]
dharmasthala-headline bbox=[670, 682, 1050, 766]
office-sign-text: ಗ್ರಾಮ ಪಂಚಾಯಿತಿ ಕಾರ್ಯಾಲಯ bbox=[89, 776, 197, 787]
lead-exhibit-photo bbox=[656, 157, 1050, 352]
